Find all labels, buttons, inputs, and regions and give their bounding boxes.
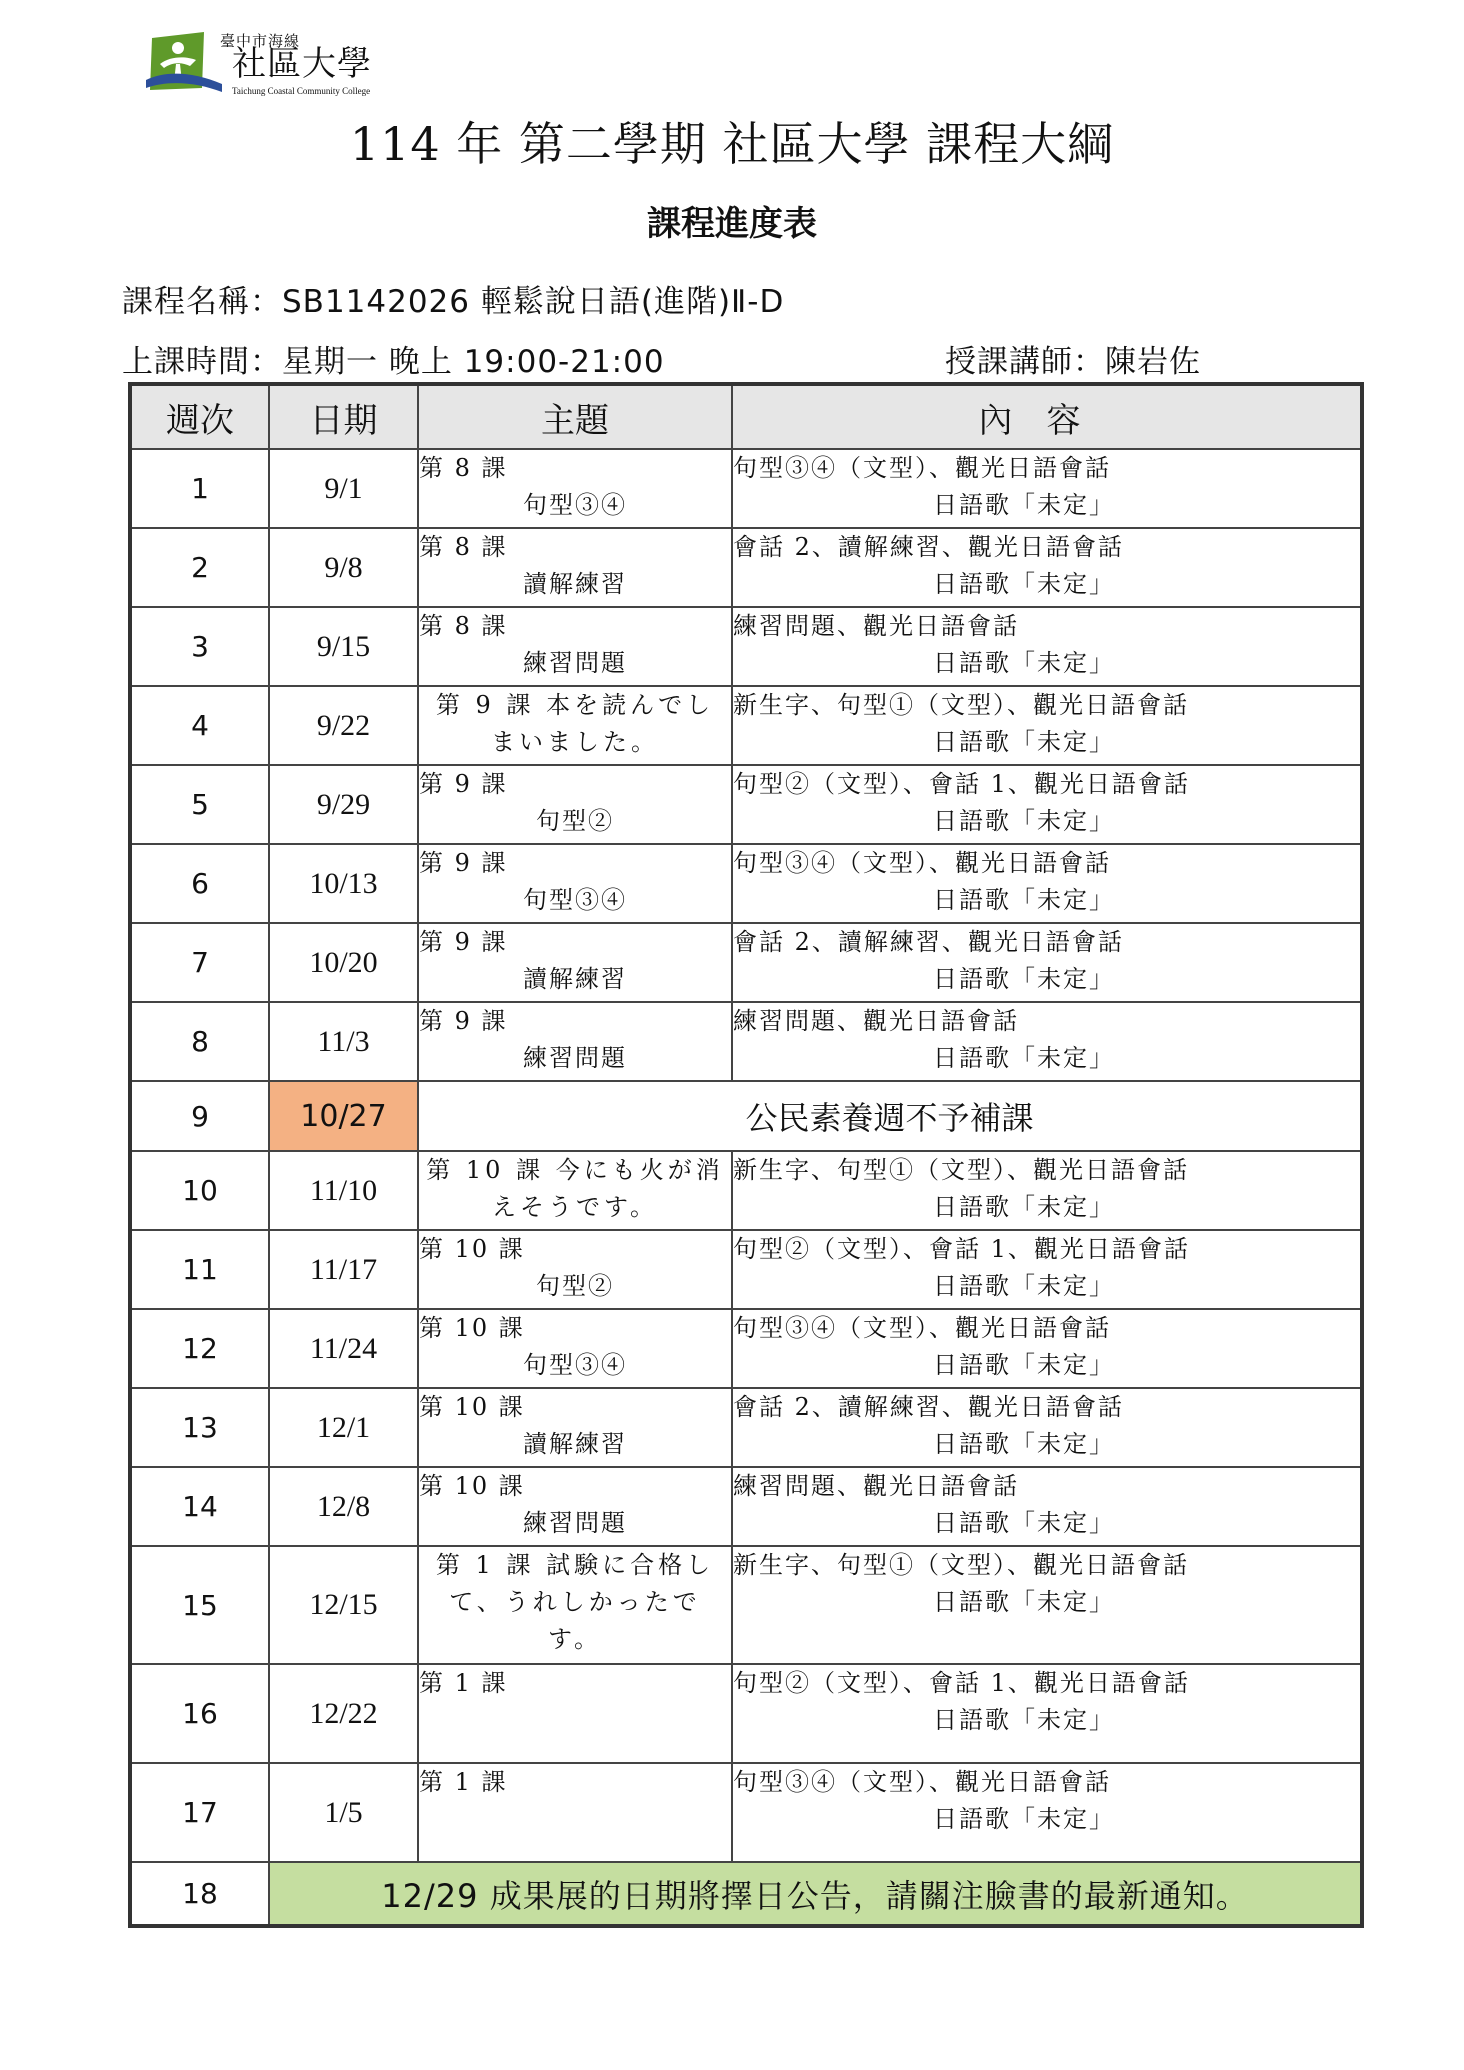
content-line: 會話 2、讀解練習、觀光日語會話 (733, 928, 1124, 956)
content-line: 練習問題、觀光日語會話 (733, 1472, 1019, 1500)
topic-cell (418, 686, 732, 765)
table-row (130, 1230, 1362, 1309)
topic-cell (418, 1230, 732, 1309)
content-cell (732, 528, 1362, 607)
content-song: 日語歌「未定」 (933, 728, 1115, 756)
topic-line: 第 9 課 本を読んでし (435, 691, 715, 719)
topic-line: 第 10 課 今にも火が消 (426, 1156, 724, 1184)
week-cell: 10 (130, 1151, 269, 1230)
topic-detail: 句型③④ (523, 886, 627, 914)
content-cell (732, 1151, 1362, 1230)
content-line: 新生字、句型①（文型）、觀光日語會話 (733, 1156, 1189, 1184)
week-cell: 12 (130, 1309, 269, 1388)
content-line: 句型③④（文型）、觀光日語會話 (733, 1768, 1111, 1796)
logo-city-text: 臺中市海線 (220, 32, 301, 50)
date-cell: 12/8 (269, 1467, 418, 1546)
topic-lesson: 第 8 課 (419, 533, 508, 561)
content-cell (732, 844, 1362, 923)
date-cell: 10/13 (269, 844, 418, 923)
topic-lesson: 第 9 課 (419, 1007, 508, 1035)
topic-cell (418, 1546, 732, 1664)
content-cell (732, 1546, 1362, 1664)
topic-detail: 練習問題 (523, 649, 627, 677)
content-song: 日語歌「未定」 (933, 1588, 1115, 1616)
topic-lesson: 第 9 課 (419, 849, 508, 877)
content-song: 日語歌「未定」 (933, 1509, 1115, 1537)
week-cell: 17 (130, 1763, 269, 1862)
topic-cell (418, 607, 732, 686)
topic-lesson: 第 1 課 (419, 1669, 508, 1697)
content-line: 新生字、句型①（文型）、觀光日語會話 (733, 1551, 1189, 1579)
date-cell: 11/3 (269, 1002, 418, 1081)
table-row (130, 686, 1362, 765)
content-cell (732, 765, 1362, 844)
date-cell: 12/15 (269, 1546, 418, 1664)
table-row (130, 1763, 1362, 1862)
header-week: 週次 (130, 384, 269, 449)
week-cell: 2 (130, 528, 269, 607)
topic-cell (418, 844, 732, 923)
content-cell (732, 1388, 1362, 1467)
table-row (130, 1388, 1362, 1467)
table-row (130, 1546, 1362, 1664)
table-row (130, 1151, 1362, 1230)
logo-emblem-icon (146, 30, 222, 94)
topic-detail: 句型② (536, 807, 614, 835)
content-line: 句型③④（文型）、觀光日語會話 (733, 1314, 1111, 1342)
week-cell: 9 (130, 1081, 269, 1151)
content-cell (732, 686, 1362, 765)
topic-cell (418, 1388, 732, 1467)
table-row (130, 844, 1362, 923)
date-cell: 9/29 (269, 765, 418, 844)
topic-lesson: 第 10 課 (419, 1393, 525, 1421)
instructor: 授課講師：陳岩佐 (945, 344, 1201, 380)
schedule-table (128, 382, 1364, 1928)
topic-line: 第 1 課 試験に合格し (435, 1551, 715, 1579)
header-date: 日期 (269, 384, 418, 449)
college-logo (146, 30, 386, 96)
header-topic: 主題 (418, 384, 732, 449)
content-cell (732, 923, 1362, 1002)
topic-cell (418, 1763, 732, 1862)
header-content: 內容 (732, 384, 1362, 449)
topic-cell (418, 765, 732, 844)
content-song: 日語歌「未定」 (933, 1706, 1115, 1734)
topic-detail: 讀解練習 (523, 570, 627, 598)
topic-cell (418, 528, 732, 607)
date-cell: 12/1 (269, 1388, 418, 1467)
topic-detail: 句型③④ (523, 491, 627, 519)
content-cell (732, 1467, 1362, 1546)
date-cell: 11/17 (269, 1230, 418, 1309)
topic-lesson: 第 10 課 (419, 1472, 525, 1500)
topic-line: えそうです。 (491, 1193, 659, 1221)
topic-cell (418, 1151, 732, 1230)
content-song: 日語歌「未定」 (933, 886, 1115, 914)
date-cell: 10/20 (269, 923, 418, 1002)
table-header-row (130, 384, 1362, 449)
content-song: 日語歌「未定」 (933, 965, 1115, 993)
week-cell: 7 (130, 923, 269, 1002)
logo-name-text: 社區大學 (232, 44, 372, 84)
topic-detail: 練習問題 (523, 1509, 627, 1537)
content-line: 新生字、句型①（文型）、觀光日語會話 (733, 691, 1189, 719)
topic-lesson: 第 1 課 (419, 1768, 508, 1796)
content-song: 日語歌「未定」 (933, 1805, 1115, 1833)
content-song: 日語歌「未定」 (933, 1044, 1115, 1072)
topic-cell (418, 923, 732, 1002)
content-cell (732, 1230, 1362, 1309)
week-cell: 6 (130, 844, 269, 923)
week-cell: 1 (130, 449, 269, 528)
content-cell (732, 449, 1362, 528)
topic-detail: 讀解練習 (523, 965, 627, 993)
date-cell: 11/24 (269, 1309, 418, 1388)
table-row (130, 1664, 1362, 1763)
week-cell: 8 (130, 1002, 269, 1081)
topic-line: まいました。 (491, 728, 659, 756)
topic-lesson: 第 8 課 (419, 612, 508, 640)
week-cell: 3 (130, 607, 269, 686)
date-cell: 1/5 (269, 1763, 418, 1862)
page-subtitle: 課程進度表 (647, 204, 817, 244)
week-cell: 11 (130, 1230, 269, 1309)
content-song: 日語歌「未定」 (933, 1351, 1115, 1379)
week-cell: 15 (130, 1546, 269, 1664)
table-row (130, 923, 1362, 1002)
topic-cell (418, 449, 732, 528)
date-cell: 9/1 (269, 449, 418, 528)
topic-line: て、うれしかったで (449, 1588, 701, 1616)
week-cell: 18 (130, 1862, 269, 1926)
content-line: 練習問題、觀光日語會話 (733, 1007, 1019, 1035)
content-line: 練習問題、觀光日語會話 (733, 612, 1019, 640)
week-cell: 16 (130, 1664, 269, 1763)
table-row (130, 607, 1362, 686)
content-song: 日語歌「未定」 (933, 1193, 1115, 1221)
topic-cell (418, 1309, 732, 1388)
final-row (130, 1862, 1362, 1926)
week-cell: 14 (130, 1467, 269, 1546)
content-song: 日語歌「未定」 (933, 491, 1115, 519)
table-row (130, 1309, 1362, 1388)
topic-line: す。 (547, 1625, 603, 1653)
date-cell: 9/22 (269, 686, 418, 765)
holiday-note: 公民素養週不予補課 (418, 1081, 1362, 1151)
topic-cell (418, 1002, 732, 1081)
content-line: 句型②（文型）、會話 1、觀光日語會話 (733, 1235, 1190, 1263)
content-line: 會話 2、讀解練習、觀光日語會話 (733, 533, 1124, 561)
week-cell: 5 (130, 765, 269, 844)
date-cell: 9/8 (269, 528, 418, 607)
holiday-row (130, 1081, 1362, 1151)
holiday-date-cell: 10/27 (269, 1081, 418, 1151)
final-note: 12/29 成果展的日期將擇日公告，請關注臉書的最新通知。 (269, 1862, 1362, 1926)
content-song: 日語歌「未定」 (933, 1272, 1115, 1300)
table-row (130, 1002, 1362, 1081)
content-line: 句型②（文型）、會話 1、觀光日語會話 (733, 1669, 1190, 1697)
topic-lesson: 第 10 課 (419, 1314, 525, 1342)
content-song: 日語歌「未定」 (933, 649, 1115, 677)
content-cell (732, 1664, 1362, 1763)
logo-english-text: Taichung Coastal Community College (232, 86, 371, 96)
topic-detail: 句型② (536, 1272, 614, 1300)
content-cell (732, 1309, 1362, 1388)
page-title: 114 年 第二學期 社區大學 課程大綱 (349, 117, 1115, 171)
content-cell (732, 1763, 1362, 1862)
topic-lesson: 第 8 課 (419, 454, 508, 482)
topic-cell (418, 1467, 732, 1546)
topic-lesson: 第 9 課 (419, 928, 508, 956)
date-cell: 9/15 (269, 607, 418, 686)
table-row (130, 1467, 1362, 1546)
week-cell: 4 (130, 686, 269, 765)
topic-detail: 讀解練習 (523, 1430, 627, 1458)
table-row (130, 528, 1362, 607)
content-song: 日語歌「未定」 (933, 570, 1115, 598)
table-row (130, 449, 1362, 528)
date-cell: 11/10 (269, 1151, 418, 1230)
topic-lesson: 第 10 課 (419, 1235, 525, 1263)
week-cell: 13 (130, 1388, 269, 1467)
date-cell: 12/22 (269, 1664, 418, 1763)
topic-detail: 練習問題 (523, 1044, 627, 1072)
content-line: 會話 2、讀解練習、觀光日語會話 (733, 1393, 1124, 1421)
content-song: 日語歌「未定」 (933, 1430, 1115, 1458)
schedule-body (130, 449, 1362, 1926)
content-song: 日語歌「未定」 (933, 807, 1115, 835)
topic-detail: 句型③④ (523, 1351, 627, 1379)
table-row (130, 765, 1362, 844)
course-name: 課程名稱：SB1142026 輕鬆說日語(進階)Ⅱ-D (122, 284, 785, 320)
class-time: 上課時間：星期一 晚上 19:00-21:00 (122, 344, 665, 380)
content-line: 句型③④（文型）、觀光日語會話 (733, 454, 1111, 482)
content-cell (732, 607, 1362, 686)
content-line: 句型②（文型）、會話 1、觀光日語會話 (733, 770, 1190, 798)
content-cell (732, 1002, 1362, 1081)
topic-cell (418, 1664, 732, 1763)
topic-lesson: 第 9 課 (419, 770, 508, 798)
content-line: 句型③④（文型）、觀光日語會話 (733, 849, 1111, 877)
